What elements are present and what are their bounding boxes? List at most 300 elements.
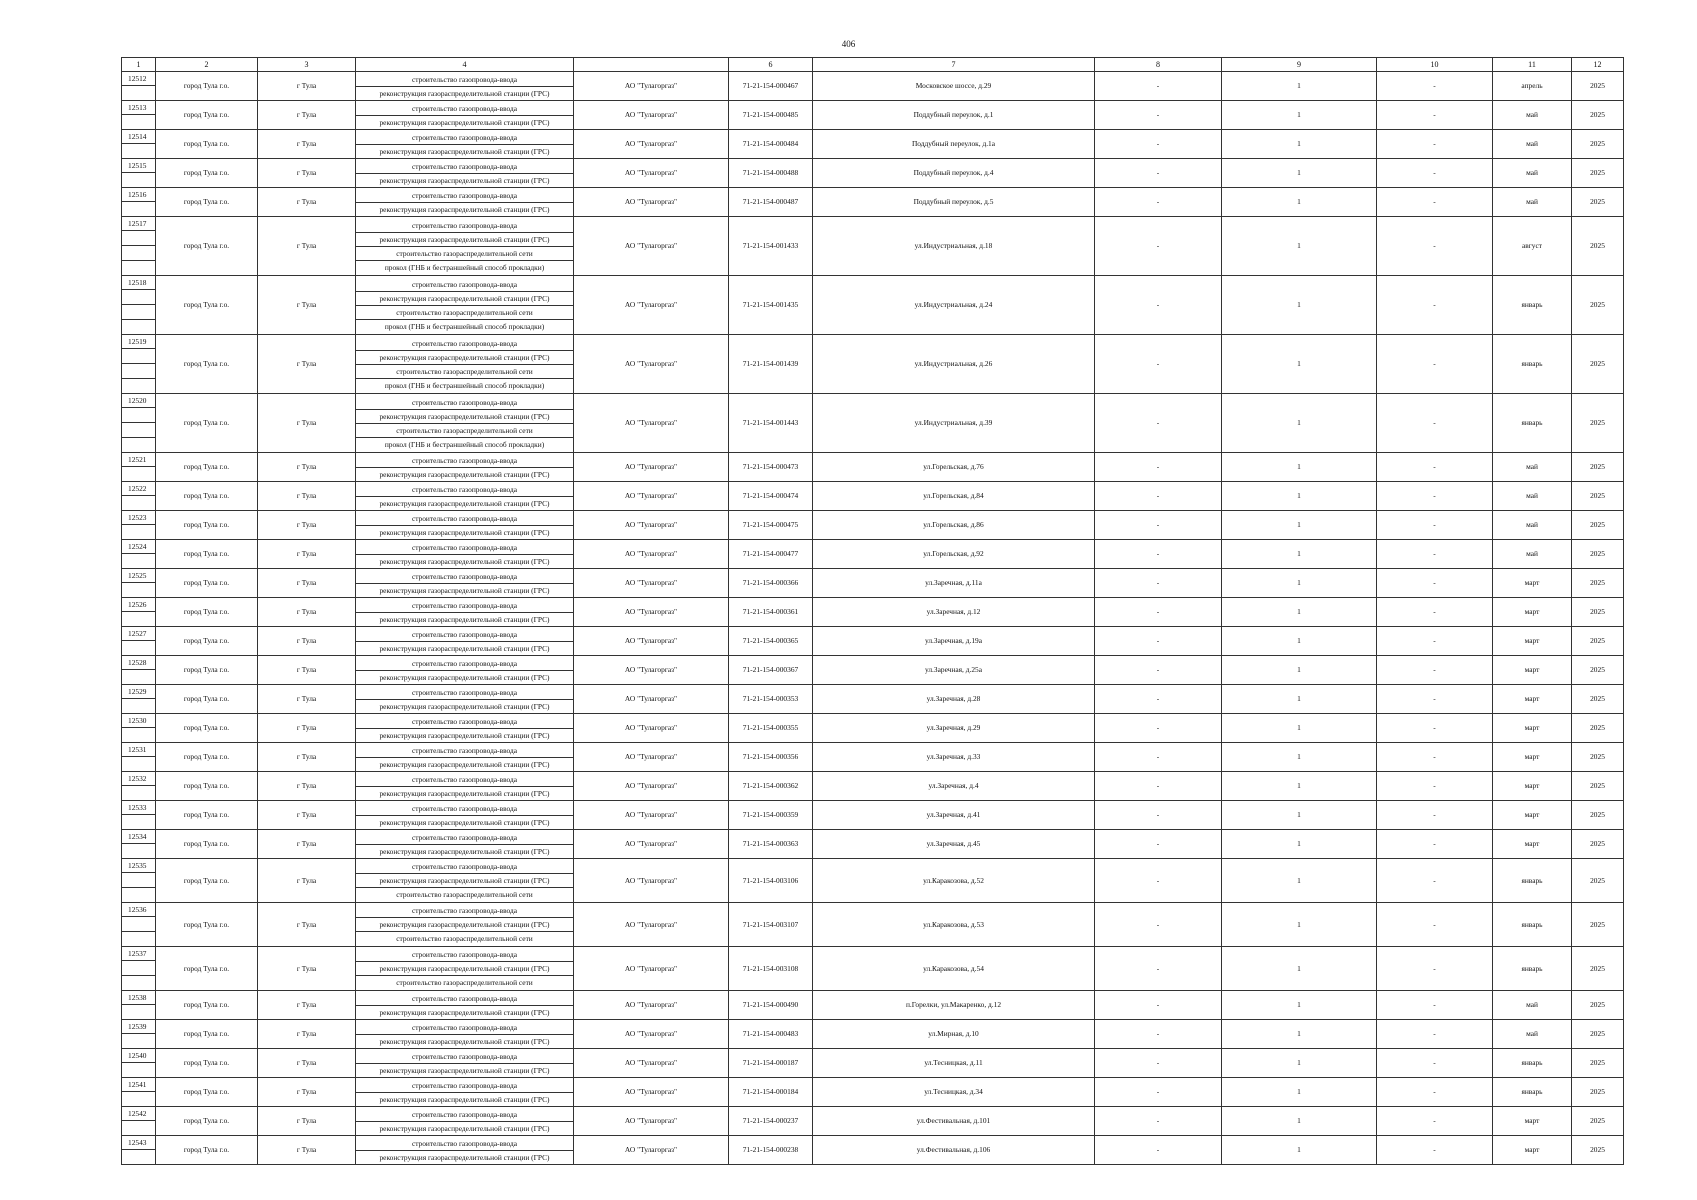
year-cell: 2025: [1572, 159, 1624, 188]
column-10-cell: -: [1377, 830, 1493, 859]
year-cell: 2025: [1572, 830, 1624, 859]
work-item: реконструкция газораспределительной станции (ГРС): [379, 672, 550, 682]
table-row: [122, 453, 1624, 482]
municipality-cell: город Тула г.о.: [156, 540, 258, 569]
column-9-cell: 1: [1222, 159, 1377, 188]
object-code-cell: 71-21-154-000187: [729, 1049, 813, 1078]
row-number: 12519: [122, 335, 155, 349]
works-cell: [356, 743, 574, 772]
column-10-cell: -: [1377, 627, 1493, 656]
locality-cell: г Тула: [258, 1078, 356, 1107]
address-cell: ул.Индустриальная, д.18: [813, 217, 1095, 276]
column-10-cell: -: [1377, 859, 1493, 903]
row-number: 12537: [122, 947, 155, 961]
row-number-subline: [122, 612, 155, 626]
column-8-cell: -: [1095, 159, 1222, 188]
locality-cell: г Тула: [258, 335, 356, 394]
row-number-subline: [122, 231, 155, 246]
address-cell: ул.Тесницкая, д.11: [813, 1049, 1095, 1078]
municipality-cell: город Тула г.о.: [156, 101, 258, 130]
work-item: строительство газораспределительной сети: [356, 306, 573, 320]
operator-cell: АО "Тулагоргаз": [574, 1136, 729, 1165]
column-10-cell: -: [1377, 482, 1493, 511]
column-8-cell: -: [1095, 859, 1222, 903]
year-cell: 2025: [1572, 217, 1624, 276]
table-row: [122, 1078, 1624, 1107]
month-cell: март: [1493, 830, 1572, 859]
column-10-cell: -: [1377, 714, 1493, 743]
column-10-cell: -: [1377, 903, 1493, 947]
object-code-cell: 71-21-154-000484: [729, 130, 813, 159]
work-item: реконструкция газораспределительной станции (ГРС): [356, 874, 573, 888]
address-cell: ул.Индустриальная, д.24: [813, 276, 1095, 335]
object-code-cell: 71-21-154-001435: [729, 276, 813, 335]
works-cell: [356, 217, 574, 276]
row-number-cell: [122, 801, 156, 830]
table-row: [122, 830, 1624, 859]
work-item: реконструкция газораспределительной станции (ГРС): [356, 918, 573, 932]
works-cell: [356, 1049, 574, 1078]
month-cell: май: [1493, 101, 1572, 130]
locality-cell: г Тула: [258, 801, 356, 830]
work-item: строительство газопровода-ввода: [356, 948, 573, 962]
operator-cell: АО "Тулагоргаз": [574, 482, 729, 511]
row-number-subline: [122, 364, 155, 379]
column-10-cell: -: [1377, 947, 1493, 991]
work-item: строительство газопровода-ввода: [356, 1137, 573, 1151]
row-number-cell: [122, 743, 156, 772]
object-code-cell: 71-21-154-000367: [729, 656, 813, 685]
column-header: 4: [356, 58, 574, 72]
work-item: реконструкция газораспределительной станции (ГРС): [379, 643, 550, 653]
municipality-cell: город Тула г.о.: [156, 743, 258, 772]
address-cell: ул.Заречная, д.33: [813, 743, 1095, 772]
work-item: строительство газораспределительной сети: [396, 978, 533, 987]
object-code-cell: 71-21-154-000483: [729, 1020, 813, 1049]
year-cell: 2025: [1572, 801, 1624, 830]
column-8-cell: -: [1095, 830, 1222, 859]
table-row: [122, 991, 1624, 1020]
column-8-cell: -: [1095, 511, 1222, 540]
month-cell: май: [1493, 453, 1572, 482]
operator-cell: АО "Тулагоргаз": [574, 130, 729, 159]
address-cell: ул.Заречная, д.12: [813, 598, 1095, 627]
object-code-cell: 71-21-154-000184: [729, 1078, 813, 1107]
locality-cell: г Тула: [258, 569, 356, 598]
works-cell: [356, 72, 574, 101]
column-header: 9: [1222, 58, 1377, 72]
works-cell: [356, 511, 574, 540]
locality-cell: г Тула: [258, 598, 356, 627]
column-header: 10: [1377, 58, 1493, 72]
column-9-cell: 1: [1222, 1049, 1377, 1078]
row-number: 12538: [122, 991, 155, 1005]
year-cell: 2025: [1572, 743, 1624, 772]
column-8-cell: -: [1095, 801, 1222, 830]
column-9-cell: 1: [1222, 772, 1377, 801]
row-number-cell: [122, 1136, 156, 1165]
row-number-subline: [122, 144, 155, 158]
address-cell: ул.Заречная, д.4: [813, 772, 1095, 801]
month-cell: январь: [1493, 276, 1572, 335]
works-cell: [356, 453, 574, 482]
table-row: [122, 743, 1624, 772]
object-code-cell: 71-21-154-000475: [729, 511, 813, 540]
municipality-cell: город Тула г.о.: [156, 217, 258, 276]
month-cell: март: [1493, 772, 1572, 801]
works-cell: [356, 656, 574, 685]
row-number-cell: [122, 188, 156, 217]
address-cell: Московское шоссе, д.29: [813, 72, 1095, 101]
month-cell: апрель: [1493, 72, 1572, 101]
locality-cell: г Тула: [258, 685, 356, 714]
row-number-subline: [122, 728, 155, 742]
works-cell: [356, 159, 574, 188]
column-10-cell: -: [1377, 1049, 1493, 1078]
column-10-cell: -: [1377, 1078, 1493, 1107]
locality-cell: г Тула: [258, 101, 356, 130]
work-item: реконструкция газораспределительной станции (ГРС): [379, 614, 550, 624]
row-number: 12540: [122, 1049, 155, 1063]
row-number: 12531: [122, 743, 155, 757]
month-cell: май: [1493, 1020, 1572, 1049]
row-number-cell: [122, 1049, 156, 1078]
column-9-cell: 1: [1222, 394, 1377, 453]
row-number-subline: [122, 815, 155, 829]
column-10-cell: -: [1377, 394, 1493, 453]
work-item: строительство газопровода-ввода: [356, 657, 573, 671]
row-number-subline: [122, 290, 155, 305]
work-item: строительство газопровода-ввода: [356, 160, 573, 174]
municipality-cell: город Тула г.о.: [156, 394, 258, 453]
table-row: [122, 1020, 1624, 1049]
table-row: [122, 335, 1624, 394]
column-9-cell: 1: [1222, 540, 1377, 569]
column-10-cell: -: [1377, 540, 1493, 569]
locality-cell: г Тула: [258, 159, 356, 188]
row-number-cell: [122, 453, 156, 482]
works-cell: [356, 1078, 574, 1107]
municipality-cell: город Тула г.о.: [156, 714, 258, 743]
works-cell: [356, 598, 574, 627]
row-number-subline: [122, 641, 155, 655]
row-number-subline: [122, 917, 155, 932]
row-number-subline: [122, 261, 155, 275]
row-number-subline: [122, 1034, 155, 1048]
row-number-cell: [122, 991, 156, 1020]
work-item: строительство газопровода-ввода: [356, 396, 573, 410]
row-number-cell: [122, 569, 156, 598]
row-number: 12543: [122, 1136, 155, 1150]
column-9-cell: 1: [1222, 72, 1377, 101]
table-row: [122, 1107, 1624, 1136]
municipality-cell: город Тула г.о.: [156, 159, 258, 188]
locality-cell: г Тула: [258, 453, 356, 482]
work-item: реконструкция газораспределительной станции (ГРС): [379, 788, 550, 798]
municipality-cell: город Тула г.о.: [156, 991, 258, 1020]
row-number-subline: [122, 379, 155, 393]
month-cell: март: [1493, 656, 1572, 685]
object-code-cell: 71-21-154-000488: [729, 159, 813, 188]
works-cell: [356, 947, 574, 991]
address-cell: ул.Заречная, д.19а: [813, 627, 1095, 656]
work-item: реконструкция газораспределительной станции (ГРС): [379, 1065, 550, 1075]
locality-cell: г Тула: [258, 130, 356, 159]
column-10-cell: -: [1377, 217, 1493, 276]
operator-cell: АО "Тулагоргаз": [574, 859, 729, 903]
column-10-cell: -: [1377, 453, 1493, 482]
object-code-cell: 71-21-154-000362: [729, 772, 813, 801]
locality-cell: г Тула: [258, 1136, 356, 1165]
work-item: реконструкция газораспределительной станции (ГРС): [379, 88, 550, 98]
row-number-subline: [122, 961, 155, 976]
operator-cell: АО "Тулагоргаз": [574, 1107, 729, 1136]
work-item: реконструкция газораспределительной станции (ГРС): [379, 846, 550, 856]
month-cell: август: [1493, 217, 1572, 276]
object-code-cell: 71-21-154-000359: [729, 801, 813, 830]
column-9-cell: 1: [1222, 101, 1377, 130]
table-row: [122, 569, 1624, 598]
column-10-cell: -: [1377, 72, 1493, 101]
address-cell: ул.Заречная, д.45: [813, 830, 1095, 859]
address-cell: ул.Заречная, д.11а: [813, 569, 1095, 598]
column-8-cell: -: [1095, 1049, 1222, 1078]
address-cell: ул.Заречная, д.28: [813, 685, 1095, 714]
work-item: строительство газопровода-ввода: [356, 73, 573, 87]
column-9-cell: 1: [1222, 1020, 1377, 1049]
work-item: строительство газораспределительной сети: [356, 424, 573, 438]
operator-cell: АО "Тулагоргаз": [574, 714, 729, 743]
object-code-cell: 71-21-154-000485: [729, 101, 813, 130]
work-item: строительство газораспределительной сети: [396, 890, 533, 899]
works-cell: [356, 188, 574, 217]
column-10-cell: -: [1377, 685, 1493, 714]
year-cell: 2025: [1572, 540, 1624, 569]
municipality-cell: город Тула г.о.: [156, 511, 258, 540]
work-item: строительство газопровода-ввода: [356, 1050, 573, 1064]
month-cell: май: [1493, 511, 1572, 540]
address-cell: Поддубный переулок, д.1а: [813, 130, 1095, 159]
municipality-cell: город Тула г.о.: [156, 1020, 258, 1049]
works-cell: [356, 482, 574, 511]
year-cell: 2025: [1572, 130, 1624, 159]
row-number: 12516: [122, 188, 155, 202]
column-header: [574, 58, 729, 72]
month-cell: март: [1493, 598, 1572, 627]
row-number-cell: [122, 656, 156, 685]
row-number-subline: [122, 699, 155, 713]
row-number-cell: [122, 859, 156, 903]
address-cell: ул.Тесницкая, д.34: [813, 1078, 1095, 1107]
locality-cell: г Тула: [258, 772, 356, 801]
operator-cell: АО "Тулагоргаз": [574, 685, 729, 714]
month-cell: март: [1493, 569, 1572, 598]
column-header: 12: [1572, 58, 1624, 72]
column-8-cell: -: [1095, 991, 1222, 1020]
row-number-subline: [122, 976, 155, 990]
work-item: реконструкция газораспределительной станции (ГРС): [356, 410, 573, 424]
table-row: [122, 947, 1624, 991]
table-row: [122, 540, 1624, 569]
column-9-cell: 1: [1222, 627, 1377, 656]
year-cell: 2025: [1572, 72, 1624, 101]
operator-cell: АО "Тулагоргаз": [574, 903, 729, 947]
row-number-cell: [122, 159, 156, 188]
row-number-subline: [122, 1063, 155, 1077]
row-number-subline: [122, 583, 155, 597]
table-row: [122, 772, 1624, 801]
column-10-cell: -: [1377, 1107, 1493, 1136]
table-row: [122, 159, 1624, 188]
row-number: 12541: [122, 1078, 155, 1092]
column-8-cell: -: [1095, 335, 1222, 394]
column-9-cell: 1: [1222, 1078, 1377, 1107]
locality-cell: г Тула: [258, 743, 356, 772]
month-cell: май: [1493, 482, 1572, 511]
object-code-cell: 71-21-154-001443: [729, 394, 813, 453]
row-number: 12529: [122, 685, 155, 699]
operator-cell: АО "Тулагоргаз": [574, 627, 729, 656]
column-8-cell: -: [1095, 1107, 1222, 1136]
row-number: 12532: [122, 772, 155, 786]
month-cell: март: [1493, 743, 1572, 772]
municipality-cell: город Тула г.о.: [156, 1136, 258, 1165]
works-cell: [356, 540, 574, 569]
row-number-subline: [122, 115, 155, 129]
table-row: [122, 130, 1624, 159]
row-number: 12528: [122, 656, 155, 670]
row-number-cell: [122, 276, 156, 335]
object-code-cell: 71-21-154-000487: [729, 188, 813, 217]
municipality-cell: город Тула г.о.: [156, 947, 258, 991]
operator-cell: АО "Тулагоргаз": [574, 656, 729, 685]
works-cell: [356, 1136, 574, 1165]
month-cell: март: [1493, 1136, 1572, 1165]
operator-cell: АО "Тулагоргаз": [574, 335, 729, 394]
row-number-cell: [122, 947, 156, 991]
row-number-cell: [122, 130, 156, 159]
row-number-subline: [122, 757, 155, 771]
municipality-cell: город Тула г.о.: [156, 72, 258, 101]
row-number: 12517: [122, 217, 155, 231]
row-number-cell: [122, 217, 156, 276]
month-cell: март: [1493, 801, 1572, 830]
column-8-cell: -: [1095, 1020, 1222, 1049]
row-number-subline: [122, 1150, 155, 1164]
operator-cell: АО "Тулагоргаз": [574, 394, 729, 453]
row-number: 12526: [122, 598, 155, 612]
object-code-cell: 71-21-154-000353: [729, 685, 813, 714]
object-code-cell: 71-21-154-000237: [729, 1107, 813, 1136]
column-10-cell: -: [1377, 743, 1493, 772]
address-cell: ул.Мирная, д.10: [813, 1020, 1095, 1049]
works-cell: [356, 991, 574, 1020]
work-item: строительство газопровода-ввода: [356, 1021, 573, 1035]
table-row: [122, 685, 1624, 714]
column-10-cell: -: [1377, 511, 1493, 540]
work-item: реконструкция газораспределительной станции (ГРС): [379, 204, 550, 214]
column-9-cell: 1: [1222, 482, 1377, 511]
column-header: 7: [813, 58, 1095, 72]
address-cell: ул.Горельская, д.86: [813, 511, 1095, 540]
row-number-subline: [122, 246, 155, 261]
table-row: [122, 482, 1624, 511]
column-10-cell: -: [1377, 569, 1493, 598]
column-9-cell: 1: [1222, 1136, 1377, 1165]
row-number-cell: [122, 627, 156, 656]
works-cell: [356, 276, 574, 335]
year-cell: 2025: [1572, 276, 1624, 335]
operator-cell: АО "Тулагоргаз": [574, 188, 729, 217]
row-number-cell: [122, 394, 156, 453]
work-item: строительство газопровода-ввода: [356, 131, 573, 145]
object-code-cell: 71-21-154-000365: [729, 627, 813, 656]
address-cell: ул.Фестивальная, д.106: [813, 1136, 1095, 1165]
work-item: реконструкция газораспределительной станции (ГРС): [379, 1152, 550, 1162]
address-cell: ул.Горельская, д.92: [813, 540, 1095, 569]
column-10-cell: -: [1377, 188, 1493, 217]
column-10-cell: -: [1377, 801, 1493, 830]
address-cell: ул.Индустриальная, д.39: [813, 394, 1095, 453]
work-item: реконструкция газораспределительной станции (ГРС): [379, 175, 550, 185]
column-10-cell: -: [1377, 276, 1493, 335]
year-cell: 2025: [1572, 188, 1624, 217]
row-number: 12522: [122, 482, 155, 496]
object-code-cell: 71-21-154-001433: [729, 217, 813, 276]
column-9-cell: 1: [1222, 188, 1377, 217]
work-item: строительство газопровода-ввода: [356, 686, 573, 700]
work-item: строительство газопровода-ввода: [356, 219, 573, 233]
row-number: 12520: [122, 394, 155, 408]
work-item: строительство газопровода-ввода: [356, 904, 573, 918]
column-8-cell: -: [1095, 1136, 1222, 1165]
locality-cell: г Тула: [258, 656, 356, 685]
work-item: строительство газопровода-ввода: [356, 483, 573, 497]
row-number: 12525: [122, 569, 155, 583]
table-row: [122, 1136, 1624, 1165]
object-code-cell: 71-21-154-003108: [729, 947, 813, 991]
column-10-cell: -: [1377, 772, 1493, 801]
municipality-cell: город Тула г.о.: [156, 482, 258, 511]
row-number-subline: [122, 1121, 155, 1135]
year-cell: 2025: [1572, 991, 1624, 1020]
row-number-subline: [122, 423, 155, 438]
column-9-cell: 1: [1222, 217, 1377, 276]
row-number: 12513: [122, 101, 155, 115]
year-cell: 2025: [1572, 714, 1624, 743]
row-number-subline: [122, 554, 155, 568]
address-cell: ул.Индустриальная, д.26: [813, 335, 1095, 394]
locality-cell: г Тула: [258, 1020, 356, 1049]
column-8-cell: -: [1095, 72, 1222, 101]
row-number-subline: [122, 1005, 155, 1019]
row-number-cell: [122, 335, 156, 394]
year-cell: 2025: [1572, 569, 1624, 598]
work-item: реконструкция газораспределительной станции (ГРС): [379, 469, 550, 479]
works-cell: [356, 859, 574, 903]
operator-cell: АО "Тулагоргаз": [574, 991, 729, 1020]
work-item: реконструкция газораспределительной станции (ГРС): [379, 817, 550, 827]
row-number: 12542: [122, 1107, 155, 1121]
column-9-cell: 1: [1222, 991, 1377, 1020]
works-cell: [356, 394, 574, 453]
works-cell: [356, 1020, 574, 1049]
row-number-subline: [122, 888, 155, 902]
column-8-cell: -: [1095, 714, 1222, 743]
work-item: строительство газопровода-ввода: [356, 628, 573, 642]
operator-cell: АО "Тулагоргаз": [574, 1078, 729, 1107]
row-number-cell: [122, 1107, 156, 1136]
